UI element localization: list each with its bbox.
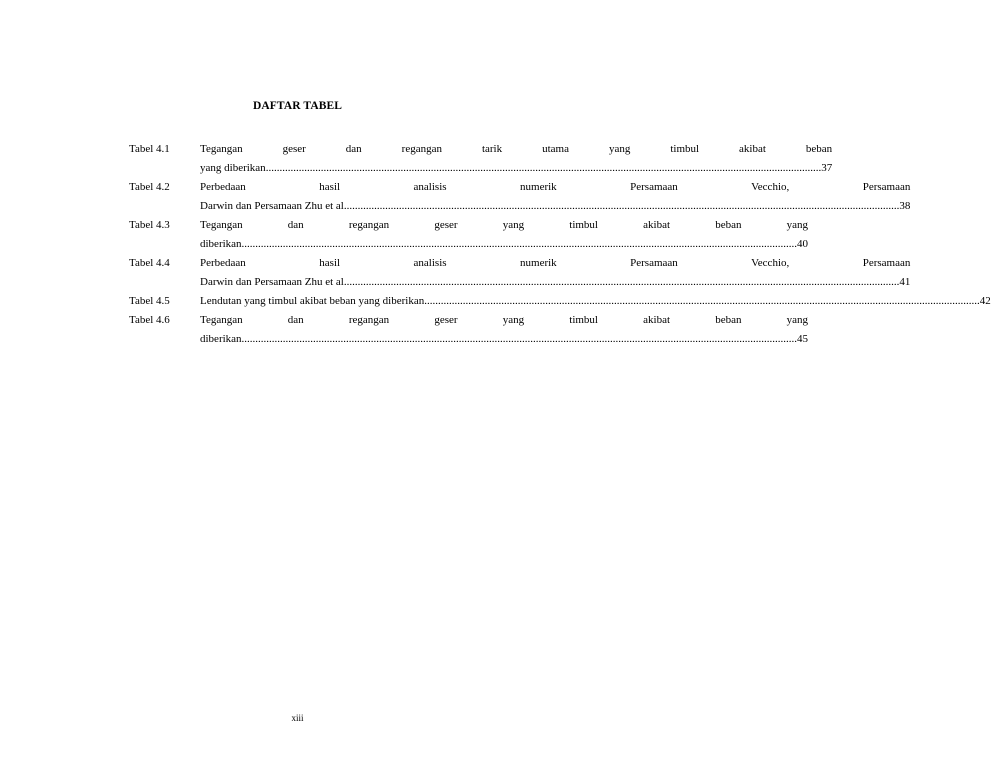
dot-leader — [242, 330, 798, 349]
entry-leader-line — [200, 235, 808, 254]
entry-leader-line — [200, 273, 910, 292]
entry-label: Tabel 4.1 — [129, 143, 170, 155]
dot-leader — [242, 235, 798, 254]
entry-page-number: 45 — [797, 333, 809, 345]
entry-page-number: 40 — [797, 238, 809, 250]
entry-page-number: 37 — [821, 162, 833, 174]
entry-page-number: 42 — [979, 295, 991, 307]
list-item — [129, 311, 809, 349]
list-item — [129, 178, 911, 216]
list-item — [129, 254, 911, 292]
entry-label: Tabel 4.2 — [129, 181, 170, 193]
dot-leader — [266, 159, 822, 178]
entry-title-end: diberikan — [200, 238, 242, 250]
entry-body — [200, 216, 808, 254]
list-item — [129, 140, 833, 178]
entry-title-line: Perbedaan hasil analisis numerik Persamaan Vecchio, Persamaan — [200, 257, 911, 269]
entry-label: Tabel 4.6 — [129, 314, 170, 326]
dot-leader — [344, 197, 900, 216]
entry-leader-line — [200, 330, 808, 349]
dot-leader — [424, 292, 980, 311]
entry-body — [200, 311, 808, 349]
page-number: xiii — [291, 713, 304, 723]
entry-body — [200, 254, 910, 292]
entry-body — [200, 292, 991, 311]
entry-title-line: Perbedaan hasil analisis numerik Persamaan Vecchio, Persamaan — [200, 181, 911, 193]
entry-title-end: diberikan — [200, 333, 242, 345]
entry-page-number: 38 — [899, 200, 911, 212]
entry-title-end: Lendutan yang timbul akibat beban yang diberikan — [200, 295, 425, 307]
page-title: DAFTAR TABEL — [252, 100, 343, 112]
entry-leader-line — [200, 292, 991, 311]
entry-title-line: Tegangan geser dan regangan tarik utama yang timbul akibat beban — [200, 143, 833, 155]
table-list — [129, 140, 991, 349]
entry-title-end: Darwin dan Persamaan Zhu et al — [200, 276, 344, 288]
list-item — [129, 216, 809, 254]
entry-body — [200, 140, 832, 178]
entry-label: Tabel 4.4 — [129, 257, 170, 269]
entry-label: Tabel 4.3 — [129, 219, 170, 231]
entry-leader-line — [200, 159, 832, 178]
dot-leader — [344, 273, 900, 292]
entry-body — [200, 178, 910, 216]
entry-page-number: 41 — [899, 276, 911, 288]
entry-title-line: Tegangan dan regangan geser yang timbul akibat beban yang — [200, 219, 809, 231]
entry-leader-line — [200, 197, 910, 216]
entry-title-end: Darwin dan Persamaan Zhu et al — [200, 200, 344, 212]
list-item — [129, 292, 991, 311]
entry-title-line: Tegangan dan regangan geser yang timbul akibat beban yang — [200, 314, 809, 326]
entry-label: Tabel 4.5 — [129, 295, 170, 307]
entry-title-end: yang diberikan — [200, 162, 266, 174]
